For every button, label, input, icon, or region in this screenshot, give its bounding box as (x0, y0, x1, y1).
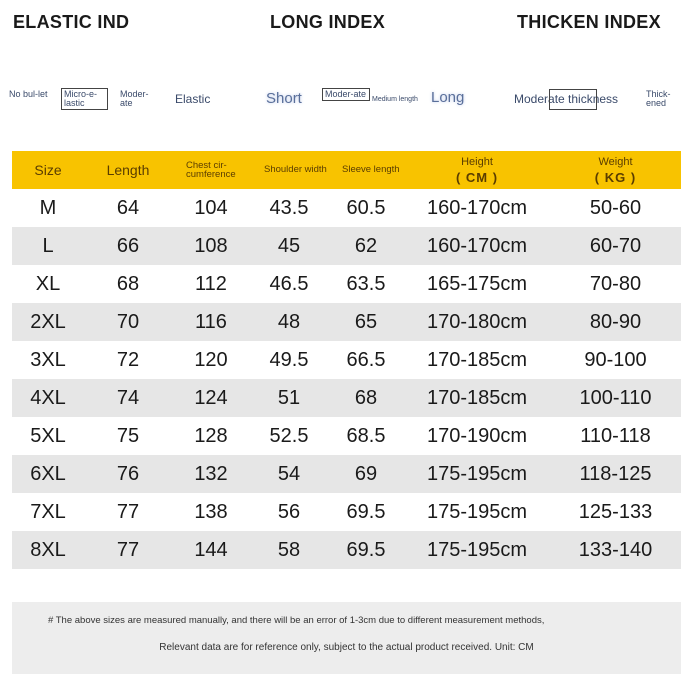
header-size: Size (34, 162, 62, 178)
cell-size: 7XL (30, 500, 66, 523)
cell-weight: 125-133 (578, 500, 653, 523)
cell-shoulder: 54 (277, 462, 301, 485)
cell-shoulder: 48 (277, 310, 301, 333)
table-row (12, 341, 681, 379)
cell-shoulder: 46.5 (269, 272, 309, 295)
cell-sleeve: 68.5 (346, 424, 386, 447)
cell-length: 64 (116, 196, 140, 219)
cell-sleeve: 69.5 (346, 500, 386, 523)
cell-length: 66 (116, 234, 140, 257)
cell-size: 4XL (30, 386, 66, 409)
cell-chest: 120 (194, 348, 228, 371)
cell-height: 160-170cm (426, 196, 528, 219)
cell-shoulder: 52.5 (269, 424, 309, 447)
table-row (12, 303, 681, 341)
cell-chest: 128 (194, 424, 228, 447)
cell-height: 175-195cm (426, 500, 528, 523)
header-height (404, 154, 550, 186)
header-shoulder: Shoulder width (264, 164, 327, 176)
cell-height: 170-190cm (426, 424, 528, 447)
cell-weight: 50-60 (589, 196, 642, 219)
cell-sleeve: 69 (354, 462, 378, 485)
cell-chest: 138 (194, 500, 228, 523)
cell-size: 5XL (30, 424, 66, 447)
footer-note-box (12, 602, 681, 674)
table-row (12, 265, 681, 303)
table-row (12, 455, 681, 493)
cell-size: 6XL (30, 462, 66, 485)
cell-size: M (39, 196, 57, 219)
cell-height: 170-185cm (426, 386, 528, 409)
table-row (12, 493, 681, 531)
long-option-medium-length: Medium length (372, 96, 418, 103)
cell-weight: 100-110 (579, 386, 652, 409)
cell-length: 70 (116, 310, 140, 333)
cell-length: 77 (116, 500, 140, 523)
elastic-option-moderate: Moder-ate (120, 89, 149, 108)
long-option-short: Short (266, 90, 302, 107)
cell-chest: 104 (194, 196, 228, 219)
cell-length: 72 (116, 348, 140, 371)
cell-length: 77 (116, 538, 140, 561)
thicken-option-thickened: Thick-ened (646, 89, 671, 108)
cell-chest: 116 (195, 310, 227, 333)
measurement-note: # The above sizes are measured manually, and there will be an error of 1-3cm due to different measurement methods, (48, 615, 545, 626)
header-weight-unit: ( KG ) (594, 170, 637, 185)
cell-weight: 80-90 (589, 310, 642, 333)
cell-sleeve: 62 (354, 234, 378, 257)
long-option-long: Long (431, 89, 465, 106)
table-row (12, 189, 681, 227)
cell-shoulder: 51 (277, 386, 301, 409)
header-chest: Chest cir-cumference (186, 159, 236, 180)
table-row (12, 227, 681, 265)
cell-shoulder: 56 (277, 500, 301, 523)
header-sleeve: Sleeve length (342, 164, 400, 176)
long-option-moderate: Moder-ate (322, 88, 370, 101)
cell-shoulder: 43.5 (269, 196, 309, 219)
cell-chest: 124 (194, 386, 228, 409)
cell-size: L (42, 234, 54, 257)
cell-size: 8XL (30, 538, 66, 561)
cell-shoulder: 45 (277, 234, 301, 257)
cell-sleeve: 68 (354, 386, 378, 409)
header-length: Length (106, 162, 150, 178)
thicken-option-selected-box (549, 89, 597, 110)
cell-sleeve: 65 (354, 310, 378, 333)
cell-shoulder: 58 (277, 538, 301, 561)
elastic-option-micro-elastic: Micro-e-lastic (61, 88, 108, 110)
cell-height: 175-195cm (426, 462, 528, 485)
table-row (12, 379, 681, 417)
cell-sleeve: 60.5 (346, 196, 386, 219)
cell-chest: 112 (195, 272, 227, 295)
cell-sleeve: 69.5 (346, 538, 386, 561)
size-table-header (12, 151, 681, 189)
cell-height: 160-170cm (426, 234, 528, 257)
cell-length: 74 (116, 386, 140, 409)
size-table (12, 151, 681, 569)
cell-weight: 110-118 (580, 424, 651, 447)
header-weight-label: Weight (598, 156, 633, 168)
header-height-unit: ( CM ) (455, 170, 499, 185)
table-row (12, 417, 681, 455)
cell-weight: 70-80 (589, 272, 642, 295)
cell-chest: 132 (194, 462, 228, 485)
elastic-option-no-bullet: No bul-let (9, 89, 48, 99)
header-height-label: Height (461, 156, 493, 168)
cell-shoulder: 49.5 (269, 348, 309, 371)
reference-note: Relevant data are for reference only, subject to the actual product received. Unit: CM (159, 642, 534, 653)
cell-length: 68 (116, 272, 140, 295)
cell-sleeve: 66.5 (346, 348, 386, 371)
cell-sleeve: 63.5 (346, 272, 386, 295)
cell-height: 170-180cm (426, 310, 528, 333)
cell-size: 2XL (30, 310, 66, 333)
cell-chest: 108 (194, 234, 228, 257)
cell-weight: 118-125 (579, 462, 652, 485)
elastic-option-elastic: Elastic (175, 92, 211, 106)
cell-size: 3XL (30, 348, 66, 371)
cell-size: XL (35, 272, 61, 295)
cell-weight: 60-70 (589, 234, 642, 257)
size-table-body (12, 189, 681, 569)
cell-height: 170-185cm (426, 348, 528, 371)
header-weight (550, 154, 681, 186)
cell-length: 76 (116, 462, 140, 485)
cell-chest: 144 (194, 538, 228, 561)
thicken-option-moderate-thickness: Moderate thickness (514, 92, 619, 106)
cell-length: 75 (116, 424, 140, 447)
thicken-index-title: THICKEN INDEX (517, 12, 661, 32)
cell-height: 165-175cm (426, 272, 528, 295)
table-row (12, 531, 681, 569)
long-index-title: LONG INDEX (270, 12, 386, 32)
elastic-index-title: ELASTIC IND (13, 12, 130, 32)
cell-height: 175-195cm (426, 538, 528, 561)
cell-weight: 133-140 (578, 538, 653, 561)
cell-weight: 90-100 (584, 348, 647, 371)
